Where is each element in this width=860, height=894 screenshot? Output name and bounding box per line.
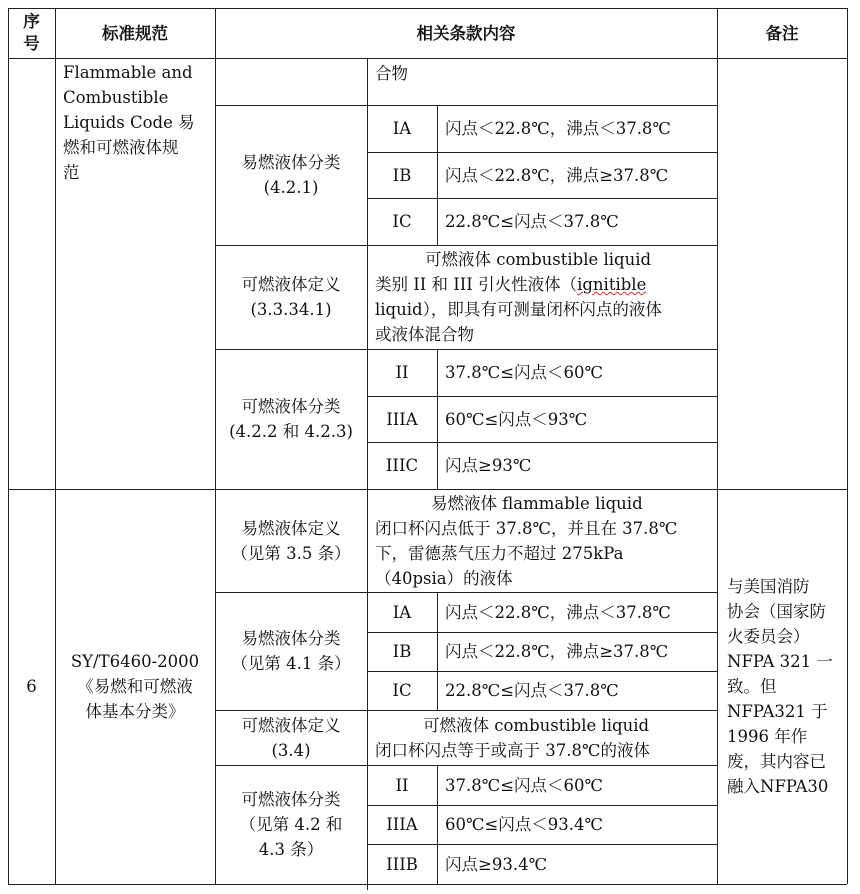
sy-standard-line: SY/T6460-2000 — [70, 652, 200, 671]
header-standard: 标准规范 — [102, 23, 168, 43]
label-text: 可燃液体分类 — [241, 397, 341, 416]
sy-remark — [717, 489, 847, 884]
class-code: IIIA — [386, 409, 418, 429]
sy-combustible-def-label — [215, 710, 367, 765]
class-criteria: 闪点≥93℃ — [445, 456, 532, 475]
def-line — [375, 272, 646, 297]
class-code: IC — [392, 212, 412, 231]
class-criteria: 闪点＜22.8℃，沸点≥37.8℃ — [445, 642, 669, 661]
label-ref: (4.2.2 和 4.2.3) — [229, 422, 353, 441]
label-text: 易燃液体定义 — [241, 518, 341, 538]
class-criteria: 22.8℃≤闪点＜37.8℃ — [445, 681, 619, 700]
remark-line: 1996 年作 — [727, 727, 808, 746]
class-criteria: 闪点＜22.8℃，沸点＜37.8℃ — [445, 602, 671, 622]
class-code: II — [395, 775, 409, 795]
class-code: IIIA — [386, 815, 418, 834]
class-criteria: 22.8℃≤闪点＜37.8℃ — [445, 212, 619, 231]
remark-line: NFPA 321 一 — [727, 652, 833, 671]
remark-line: 致。但 — [727, 677, 777, 696]
nfpa30-standard-line: 范 — [63, 163, 80, 182]
label-text: 可燃液体分类 — [241, 790, 341, 809]
sy-flammable-def-text — [367, 489, 717, 592]
nfpa30-combustible-def-text — [367, 245, 717, 349]
def-line: 闭口杯闪点低于 37.8℃，并且在 37.8℃ — [375, 518, 678, 538]
class-criteria: 闪点≥93.4℃ — [445, 854, 548, 874]
class-criteria: 闪点＜22.8℃，沸点≥37.8℃ — [445, 165, 669, 185]
sy-standard-line: 《易燃和可燃液 — [77, 677, 193, 696]
class-criteria: 60℃≤闪点＜93.4℃ — [445, 815, 603, 834]
sy-combustible-class-label — [215, 765, 367, 884]
def-title: 易燃液体 flammable liquid — [431, 493, 643, 513]
nfpa30-standard-line: 燃和可燃液体规 — [63, 138, 179, 157]
remark-line: 废，其内容已 — [727, 752, 826, 771]
def-title: 可燃液体 combustible liquid — [423, 715, 650, 735]
label-text: 易燃液体分类 — [241, 153, 341, 172]
sy-flammable-class-label — [215, 592, 367, 710]
class-criteria: 闪点＜22.8℃，沸点＜37.8℃ — [445, 119, 671, 138]
nfpa30-standard-line: Combustible — [63, 88, 169, 107]
class-code: IIIC — [385, 456, 419, 475]
class-code: IA — [392, 119, 412, 138]
class-code: II — [395, 363, 409, 382]
label-ref: 4.3 条） — [258, 840, 324, 859]
def-line: 下，雷德蒸气压力不超过 275kPa — [375, 543, 624, 563]
class-criteria: 37.8℃≤闪点＜60℃ — [445, 363, 603, 382]
def-line: 或液体混合物 — [375, 325, 474, 344]
header-no: 序号 — [23, 12, 40, 53]
class-criteria: 37.8℃≤闪点＜60℃ — [445, 775, 603, 795]
header-remark: 备注 — [765, 23, 799, 43]
def-line: liquid），即具有可测量闭杯闪点的液体 — [375, 300, 662, 319]
grid-line — [847, 8, 848, 884]
label-text: 可燃液体定义 — [241, 715, 341, 735]
sy-combustible-def-text — [367, 710, 717, 765]
header-content: 相关条款内容 — [416, 23, 516, 43]
sy-standard — [55, 489, 215, 884]
label-text: 易燃液体分类 — [241, 629, 341, 648]
label-ref: （见第 3.5 条） — [231, 543, 351, 563]
nfpa30-standard — [55, 60, 215, 190]
label-ref: （见第 4.1 条） — [231, 654, 351, 673]
def-line: （40psia）的液体 — [375, 568, 513, 588]
def-line-part: ignitible — [577, 275, 647, 294]
class-code: IB — [392, 642, 412, 661]
remark-line: 与美国消防 — [727, 577, 810, 596]
class-code: IA — [392, 602, 412, 622]
nfpa30-combustible-def-label — [215, 245, 367, 349]
class-code: IC — [392, 681, 412, 700]
def-line: 闭口杯闪点等于或高于 37.8℃的液体 — [375, 740, 650, 760]
label-ref: （见第 4.2 和 — [239, 815, 343, 834]
nfpa30-standard-line: Flammable and — [63, 63, 193, 82]
nfpa30-top-continued: 合物 — [375, 63, 408, 83]
nfpa30-standard-line: Liquids Code 易 — [63, 113, 195, 132]
sy-row-number: 6 — [26, 677, 37, 696]
label-text: 可燃液体定义 — [241, 275, 341, 294]
remark-line: NFPA321 于 — [727, 702, 828, 721]
sy-flammable-def-label — [215, 489, 367, 592]
label-ref: (4.2.1) — [263, 178, 319, 197]
def-line-part: 类别 II 和 III 引火性液体（ — [375, 275, 578, 294]
label-ref: (3.3.34.1) — [250, 300, 332, 319]
sy-standard-line: 体基本分类》 — [85, 702, 185, 721]
nfpa30-flammable-class-label — [215, 105, 367, 245]
class-criteria: 60℃≤闪点＜93℃ — [445, 409, 588, 429]
grid-line — [8, 884, 847, 885]
def-title: 可燃液体 combustible liquid — [425, 250, 652, 269]
remark-line: 协会（国家防 — [727, 602, 826, 621]
nfpa30-combustible-class-label — [215, 349, 367, 489]
remark-line: 融入NFPA30 — [727, 777, 829, 796]
label-ref: (3.4) — [271, 740, 311, 760]
class-code: IIIB — [386, 854, 418, 874]
class-code: IB — [392, 165, 412, 185]
remark-line: 火委员会） — [727, 627, 810, 646]
